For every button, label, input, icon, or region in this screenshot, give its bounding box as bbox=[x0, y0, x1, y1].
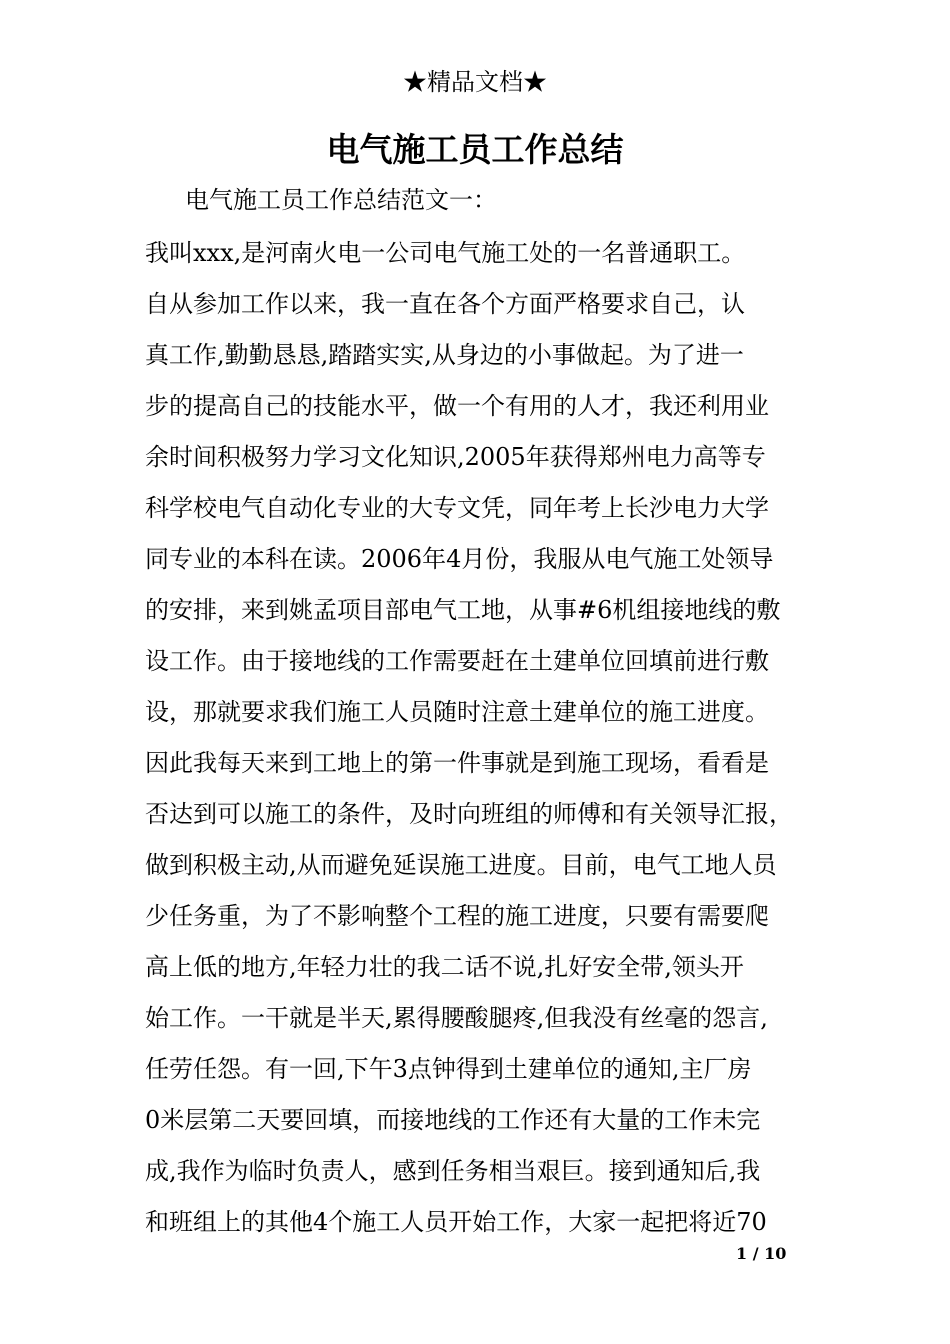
body-line: 做到积极主动,从而避免延误施工进度。目前，电气工地人员 bbox=[145, 851, 777, 879]
body-line: 和班组上的其他4个施工人员开始工作，大家一起把将近70 bbox=[145, 1208, 767, 1236]
body-line: 余时间积极努力学习文化知识,2005年获得郑州电力高等专 bbox=[145, 443, 766, 471]
body-line: 0米层第二天要回填，而接地线的工作还有大量的工作未完 bbox=[145, 1106, 761, 1134]
document-title: 电气施工员工作总结 bbox=[326, 130, 624, 169]
body-line: 始工作。一干就是半天,累得腰酸腿疼,但我没有丝毫的怨言, bbox=[145, 1004, 768, 1032]
document-subtitle: 电气施工员工作总结范文一： bbox=[185, 186, 497, 214]
body-line: 因此我每天来到工地上的第一件事就是到施工现场，看看是 bbox=[145, 749, 769, 777]
body-line: 高上低的地方,年轻力壮的我二话不说,扎好安全带,领头开 bbox=[145, 953, 744, 981]
body-line: 科学校电气自动化专业的大专文凭，同年考上长沙电力大学 bbox=[145, 494, 769, 522]
body-line: 任劳任怨。有一回,下午3点钟得到土建单位的通知,主厂房 bbox=[145, 1055, 752, 1083]
body-line: 的安排，来到姚孟项目部电气工地，从事#6机组接地线的敷 bbox=[145, 596, 781, 624]
body-line: 步的提高自己的技能水平，做一个有用的人才，我还利用业 bbox=[145, 392, 769, 420]
page-number: 1 / 10 bbox=[736, 1244, 787, 1263]
body-line: 我叫xxx,是河南火电一公司电气施工处的一名普通职工。 bbox=[145, 239, 746, 267]
body-line: 自从参加工作以来，我一直在各个方面严格要求自己，认 bbox=[145, 290, 745, 318]
body-line: 真工作,勤勤恳恳,踏踏实实,从身边的小事做起。为了进一 bbox=[145, 341, 744, 369]
body-line: 同专业的本科在读。2006年4月份，我服从电气施工处领导 bbox=[145, 545, 774, 573]
body-line: 成,我作为临时负责人，感到任务相当艰巨。接到通知后,我 bbox=[145, 1157, 761, 1185]
body-line: 设工作。由于接地线的工作需要赶在土建单位回填前进行敷 bbox=[145, 647, 769, 675]
body-line: 少任务重，为了不影响整个工程的施工进度，只要有需要爬 bbox=[145, 902, 769, 930]
body-line: 设，那就要求我们施工人员随时注意土建单位的施工进度。 bbox=[145, 698, 769, 726]
body-line: 否达到可以施工的条件，及时向班组的师傅和有关领导汇报， bbox=[145, 800, 793, 828]
page-header: ★精品文档★ bbox=[403, 68, 547, 96]
